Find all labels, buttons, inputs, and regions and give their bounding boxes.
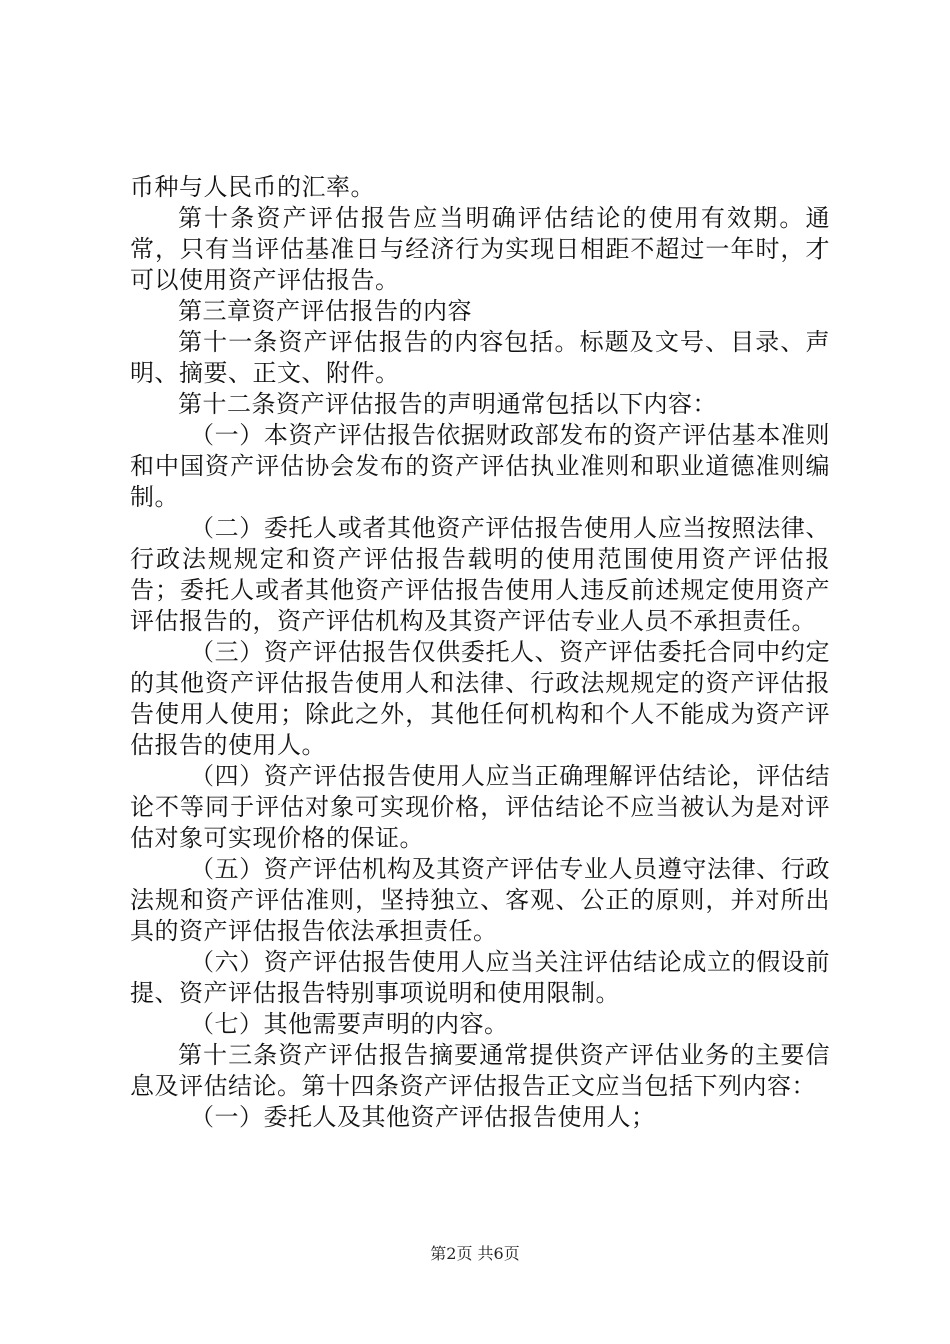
list-item: （七）其他需要声明的内容。	[190, 1010, 509, 1038]
page-footer	[0, 1244, 950, 1264]
list-item: （四）资产评估报告使用人应当正确理解评估结论，评估结论不等同于评估对象可实现价格，评估结论不应当被认为是对评估对象可实现价格的保证。	[130, 762, 830, 852]
list-item: （五）资产评估机构及其资产评估专业人员遵守法律、行政法规和资产评估准则，坚持独立、客观、公正的原则，并对所出具的资产评估报告依法承担责任。	[130, 855, 830, 945]
list-item: （六）资产评估报告使用人应当关注评估结论成立的假设前提、资产评估报告特别事项说明和使用限制。	[130, 948, 830, 1007]
document-body	[130, 172, 830, 1133]
list-item: （二）委托人或者其他资产评估报告使用人应当按照法律、行政法规规定和资产评估报告载明的使用范围使用资产评估报告；委托人或者其他资产评估报告使用人违反前述规定使用资产评估报告的，资产评估机构及其资产评估专业人员不承担责任。	[130, 514, 830, 635]
paragraph: 第十一条资产评估报告的内容包括。标题及文号、目录、声明、摘要、正文、附件。	[130, 328, 830, 387]
paragraph: 第十条资产评估报告应当明确评估结论的使用有效期。通常，只有当评估基准日与经济行为实现日相距不超过一年时，才可以使用资产评估报告。	[130, 204, 830, 294]
paragraph: 第十三条资产评估报告摘要通常提供资产评估业务的主要信息及评估结论。第十四条资产评估报告正文应当包括下列内容：	[130, 1041, 830, 1100]
chapter-heading: 第三章资产评估报告的内容	[178, 297, 472, 325]
paragraph: 第十二条资产评估报告的声明通常包括以下内容：	[178, 390, 717, 418]
list-item: （一）委托人及其他资产评估报告使用人；	[190, 1103, 656, 1131]
page-number-label: 第2页 共6页	[430, 1244, 520, 1263]
list-item: （三）资产评估报告仅供委托人、资产评估委托合同中约定的其他资产评估报告使用人和法律、行政法规规定的资产评估报告使用人使用；除此之外，其他任何机构和个人不能成为资产评估报告的使用人。	[130, 638, 830, 759]
list-item: （一）本资产评估报告依据财政部发布的资产评估基本准则和中国资产评估协会发布的资产评估执业准则和职业道德准则编制。	[130, 421, 830, 511]
paragraph: 币种与人民币的汇率。	[130, 173, 375, 201]
